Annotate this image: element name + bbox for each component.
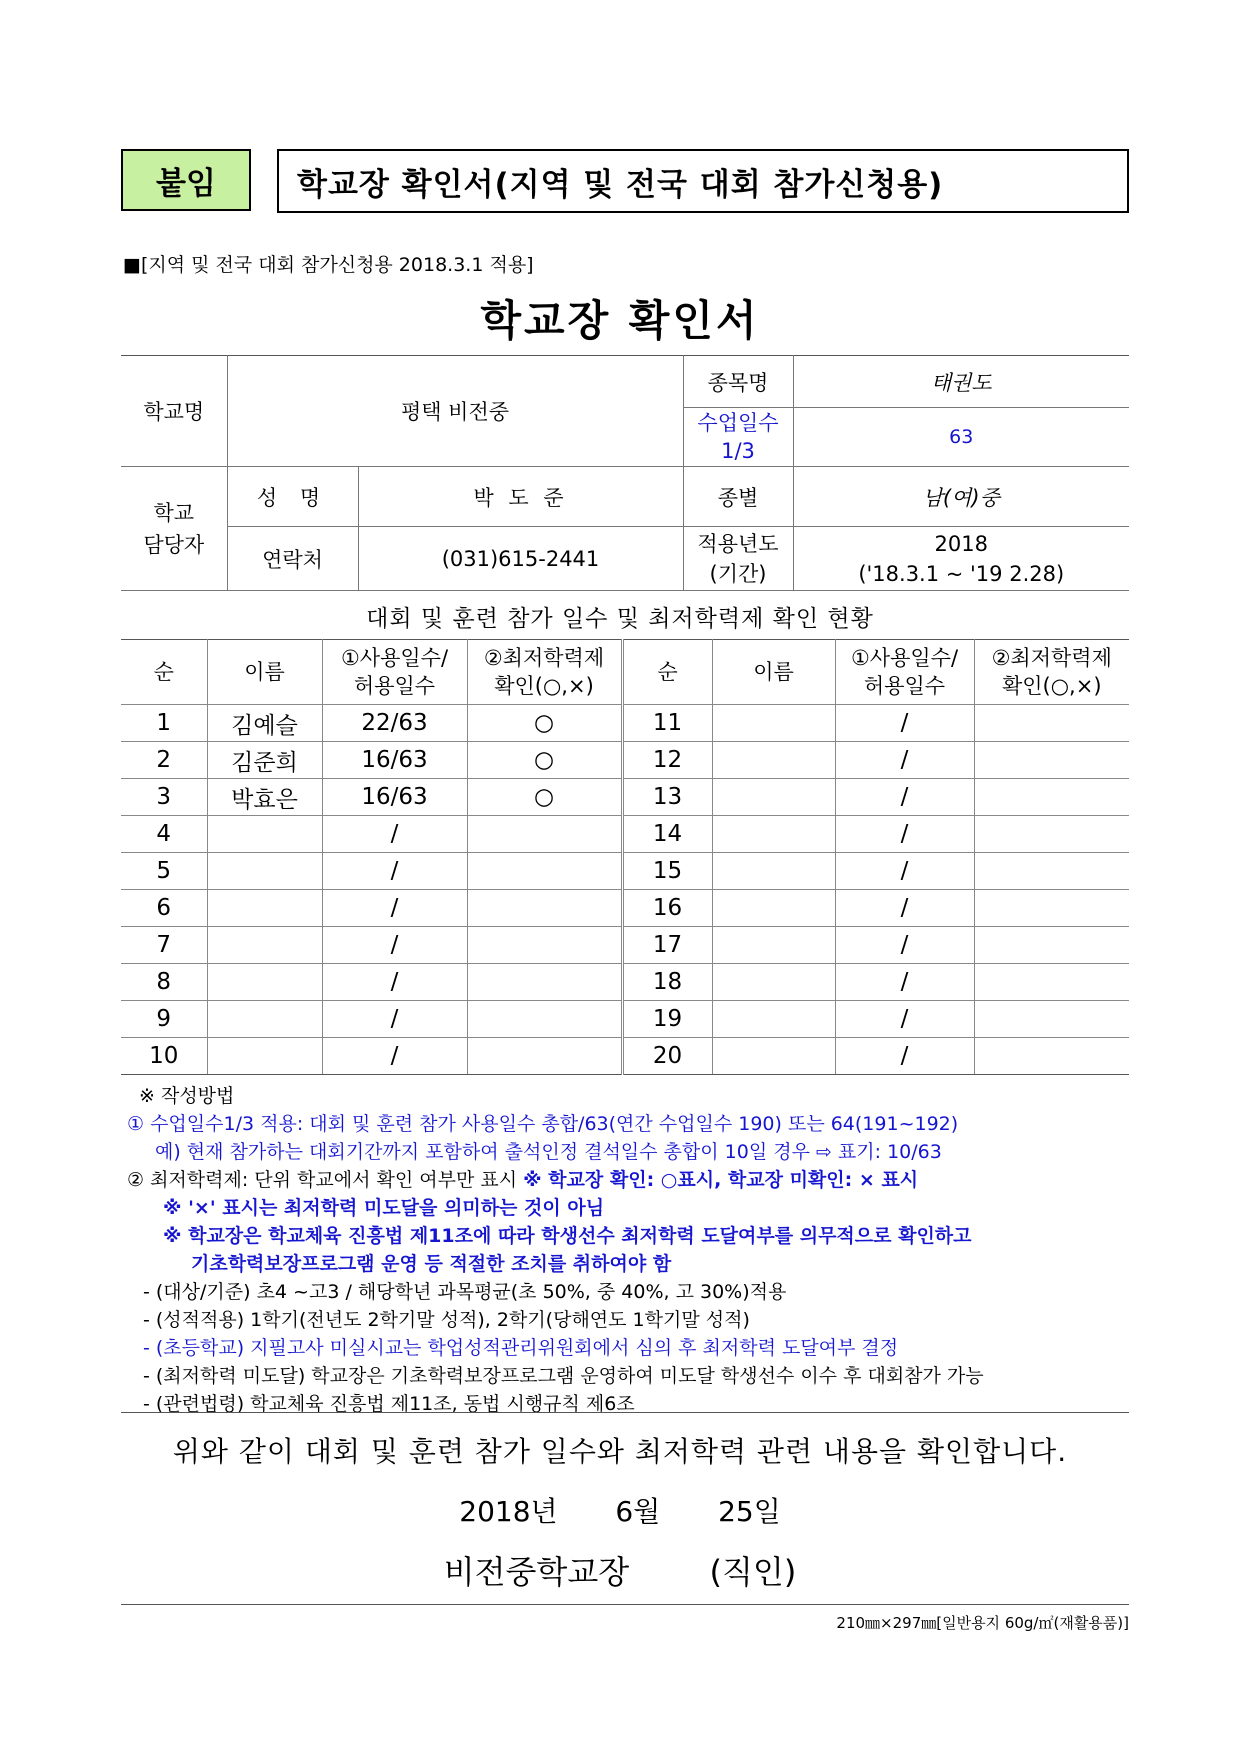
order-cell: 3: [121, 779, 207, 816]
table-row: [121, 705, 1129, 742]
days-cell: /: [835, 964, 974, 1001]
principal-name: 비전중학교장: [443, 1553, 630, 1591]
contact-label: 연락처: [227, 527, 358, 591]
order-cell: 18: [622, 964, 712, 1001]
order-cell: 16: [622, 890, 712, 927]
table-row: [121, 890, 1129, 927]
notes-heading: ※ 작성방법: [139, 1085, 235, 1107]
check-cell: [467, 890, 622, 927]
days-cell: /: [322, 816, 467, 853]
order-cell: 2: [121, 742, 207, 779]
name-cell: [712, 964, 835, 1001]
check-cell: [467, 1038, 622, 1075]
name-cell: [207, 927, 322, 964]
manager-label: 학교 담당자: [121, 467, 227, 591]
days-cell: /: [322, 1001, 467, 1038]
date-year: 2018년: [459, 1495, 558, 1528]
detail-5: - (관련법령) 학교체육 진흥법 제11조, 동법 시행규칙 제6조: [143, 1393, 635, 1415]
days-cell: /: [322, 853, 467, 890]
days-cell: /: [835, 890, 974, 927]
page-title: 학교장 확인서: [480, 296, 760, 345]
table-row: [121, 1001, 1129, 1038]
document-header-title: 학교장 확인서(지역 및 전국 대회 참가신청용): [277, 149, 1129, 213]
check-cell: [467, 1001, 622, 1038]
order-cell: 4: [121, 816, 207, 853]
name-cell: [712, 1001, 835, 1038]
days-cell: /: [322, 1038, 467, 1075]
order-cell: 5: [121, 853, 207, 890]
col-check-header: ②최저학력제 확인(○,×): [467, 640, 622, 705]
check-cell: [974, 927, 1129, 964]
days-cell: /: [322, 890, 467, 927]
col-days-header: ①사용일수/ 허용일수: [322, 640, 467, 705]
year-label: 적용년도 (기간): [683, 527, 793, 591]
table-row: [121, 853, 1129, 890]
check-cell: ○: [467, 742, 622, 779]
order-cell: 12: [622, 742, 712, 779]
days-label: 수업일수 1/3: [683, 408, 793, 467]
name-cell: [712, 742, 835, 779]
name-cell: [207, 890, 322, 927]
check-cell: [467, 853, 622, 890]
name-cell: [712, 1038, 835, 1075]
detail-1: - (대상/기준) 초4 ~고3 / 해당학년 과목평균(초 50%, 중 40%, 고 30%)적용: [143, 1281, 787, 1303]
check-cell: [974, 1001, 1129, 1038]
table-row: [121, 964, 1129, 1001]
order-cell: 17: [622, 927, 712, 964]
name-cell: [712, 816, 835, 853]
days-cell: /: [835, 1001, 974, 1038]
table-row: [121, 927, 1129, 964]
check-cell: [974, 853, 1129, 890]
detail-2: - (성적적용) 1학기(전년도 2학기말 성적), 2학기(당해연도 1학기말 성적): [143, 1309, 750, 1331]
info-table: [121, 355, 1129, 591]
order-cell: 13: [622, 779, 712, 816]
year-value: 2018 ('18.3.1 ~ '19 2.28): [793, 527, 1129, 591]
check-cell: [974, 964, 1129, 1001]
attachment-label: 붙임: [121, 149, 251, 211]
name-cell: [712, 705, 835, 742]
note-1-line-1: ① 수업일수1/3 적용: 대회 및 훈련 참가 사용일수 총합/63(연간 수업일수 190) 또는 64(191~192): [127, 1113, 959, 1135]
issue-date: [0, 1490, 1240, 1530]
name-cell: [712, 927, 835, 964]
divider: [121, 1604, 1129, 1605]
order-cell: 19: [622, 1001, 712, 1038]
name-cell: 김준희: [207, 742, 322, 779]
note-2-emphasis: ※ 학교장 확인: ○표시, 학교장 미확인: × 표시: [523, 1169, 919, 1191]
order-cell: 9: [121, 1001, 207, 1038]
check-cell: [974, 742, 1129, 779]
col-check-header: ②최저학력제 확인(○,×): [974, 640, 1129, 705]
date-day: 25일: [718, 1495, 781, 1528]
status-heading: 대회 및 훈련 참가 일수 및 최저학력제 확인 현황: [366, 606, 874, 632]
school-label: 학교명: [121, 356, 227, 467]
table-row: [121, 742, 1129, 779]
days-cell: /: [322, 927, 467, 964]
name-cell: 박효은: [207, 779, 322, 816]
days-value: 63: [793, 408, 1129, 467]
sport-label: 종목명: [683, 356, 793, 408]
confirmation-statement: 위와 같이 대회 및 훈련 참가 일수와 최저학력 관련 내용을 확인합니다.: [172, 1435, 1068, 1468]
instructions: [127, 1082, 1133, 1418]
date-month: 6월: [615, 1495, 661, 1528]
col-name-header: 이름: [712, 640, 835, 705]
days-cell: /: [322, 964, 467, 1001]
order-cell: 7: [121, 927, 207, 964]
contact-value: (031)615-2441: [358, 527, 683, 591]
detail-3: - (초등학교) 지필고사 미실시교는 학업성적관리위원회에서 심의 후 최저학력 도달여부 결정: [143, 1337, 899, 1359]
col-name-header: 이름: [207, 640, 322, 705]
name-cell: [712, 890, 835, 927]
order-cell: 11: [622, 705, 712, 742]
col-days-header: ①사용일수/ 허용일수: [835, 640, 974, 705]
days-cell: 22/63: [322, 705, 467, 742]
name-cell: [207, 853, 322, 890]
check-cell: [974, 816, 1129, 853]
official-seal: (직인): [709, 1553, 797, 1591]
gender-value: 남(여)중: [793, 467, 1129, 527]
name-cell: [207, 816, 322, 853]
check-cell: ○: [467, 705, 622, 742]
note-2-text: ② 최저학력제: 단위 학교에서 확인 여부만 표시: [127, 1169, 518, 1191]
order-cell: 8: [121, 964, 207, 1001]
order-cell: 6: [121, 890, 207, 927]
days-cell: /: [835, 853, 974, 890]
days-cell: /: [835, 779, 974, 816]
paper-spec: 210㎜×297㎜[일반용지 60g/㎡(재활용품)]: [836, 1614, 1129, 1632]
table-row: [121, 1038, 1129, 1075]
note-4-line-1: ※ 학교장은 학교체육 진흥법 제11조에 따라 학생선수 최저학력 도달여부를 의무적으로 확인하고: [163, 1225, 972, 1247]
name-cell: [207, 1038, 322, 1075]
check-cell: [467, 816, 622, 853]
name-cell: [712, 853, 835, 890]
divider: [121, 1412, 1129, 1413]
note-3: ※ '×' 표시는 최저학력 미도달을 의미하는 것이 아님: [163, 1197, 605, 1219]
name-cell: [207, 1001, 322, 1038]
check-cell: ○: [467, 779, 622, 816]
days-cell: 16/63: [322, 779, 467, 816]
sport-value: 태권도: [793, 356, 1129, 408]
signature-line: [0, 1547, 1240, 1593]
name-cell: [712, 779, 835, 816]
gender-label: 종별: [683, 467, 793, 527]
detail-4: - (최저학력 미도달) 학교장은 기초학력보장프로그램 운영하여 미도달 학생선수 이수 후 대회참가 가능: [143, 1365, 984, 1387]
note-4-line-2: 기초학력보장프로그램 운영 등 적절한 조치를 취하여야 함: [191, 1253, 672, 1275]
check-cell: [974, 1038, 1129, 1075]
form-subheader: ■[지역 및 전국 대회 참가신청용 2018.3.1 적용]: [123, 254, 534, 276]
col-order-header: 순: [622, 640, 712, 705]
check-cell: [974, 705, 1129, 742]
order-cell: 20: [622, 1038, 712, 1075]
days-cell: /: [835, 1038, 974, 1075]
order-cell: 10: [121, 1038, 207, 1075]
name-label: 성 명: [227, 467, 358, 527]
name-value: 박 도 준: [358, 467, 683, 527]
order-cell: 1: [121, 705, 207, 742]
order-cell: 15: [622, 853, 712, 890]
table-row: [121, 816, 1129, 853]
note-1-line-2: 예) 현재 참가하는 대회기간까지 포함하여 출석인정 결석일수 총합이 10일 경우 ⇨ 표기: 10/63: [155, 1141, 942, 1163]
note-2: [127, 1166, 1133, 1194]
check-cell: [974, 890, 1129, 927]
days-cell: /: [835, 742, 974, 779]
roster-table: [121, 639, 1129, 1075]
days-cell: 16/63: [322, 742, 467, 779]
col-order-header: 순: [121, 640, 207, 705]
name-cell: [207, 964, 322, 1001]
order-cell: 14: [622, 816, 712, 853]
days-cell: /: [835, 705, 974, 742]
table-row: [121, 779, 1129, 816]
check-cell: [467, 927, 622, 964]
check-cell: [974, 779, 1129, 816]
school-value: 평택 비전중: [227, 356, 683, 467]
days-cell: /: [835, 816, 974, 853]
name-cell: 김예슬: [207, 705, 322, 742]
check-cell: [467, 964, 622, 1001]
days-cell: /: [835, 927, 974, 964]
